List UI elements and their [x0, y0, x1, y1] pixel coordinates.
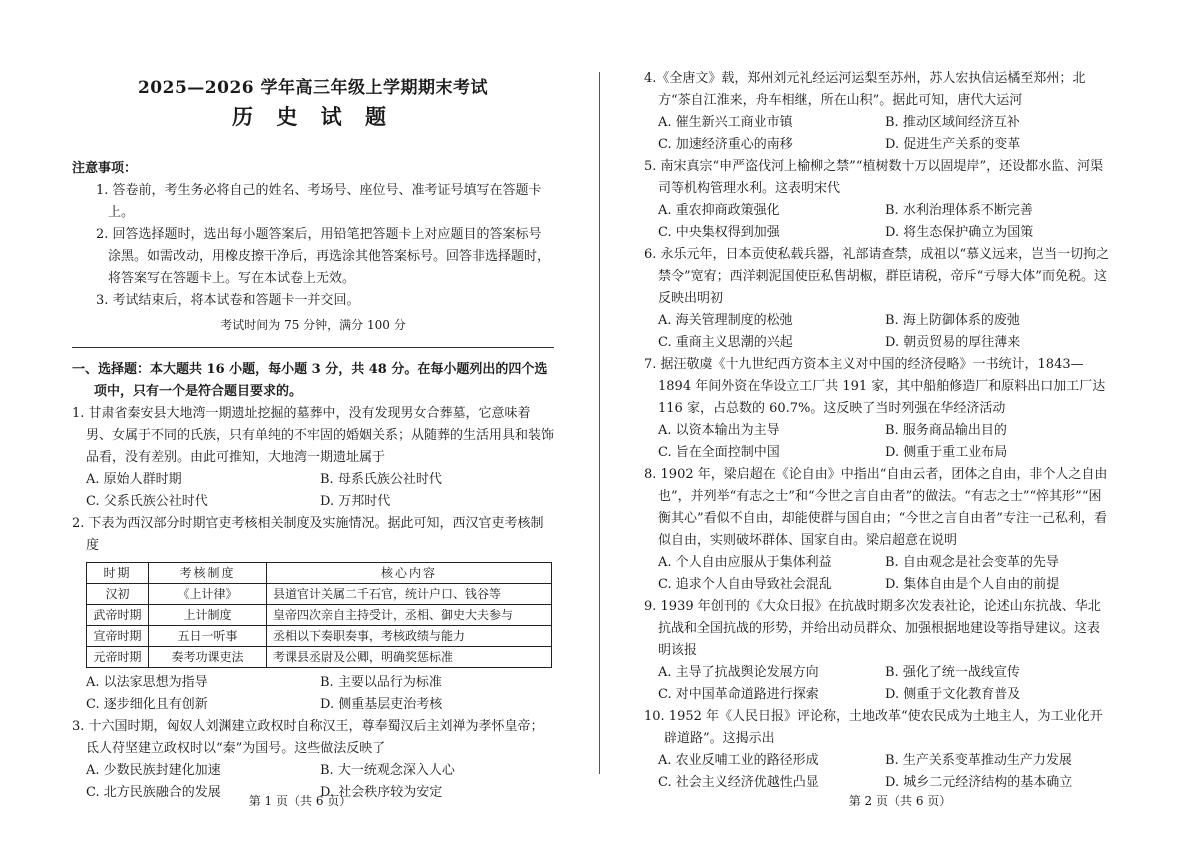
option-b: B. 生产关系变革推动生产力发展 — [885, 753, 1072, 768]
notice-item-3: 3. 考试结束后，将本试卷和答题卡一并交回。 — [96, 293, 360, 308]
table-cell: 元帝时期 — [87, 647, 149, 668]
question-8-stem: 8. 1902 年，梁启超在《论自由》中指出“自由云者，团体之自由，非个人之自由也”，并列举“有志之士”和“今世之言自由者”的做法。“有志之士”“悴其形”“困衡其心”看似不自由，却能使群与国自由；“今世之言自由者”专注一己私利，看似自由，实则破坏群体、国家自由。梁启超意在说明 — [644, 467, 1108, 548]
page-1-content — [72, 76, 554, 804]
option-b: B. 母系氏族公社时代 — [320, 472, 442, 487]
option-a: A. 个人自由应服从于集体利益 — [658, 555, 832, 570]
option-a: A. 主导了抗战舆论发展方向 — [658, 665, 819, 680]
option-b: B. 强化了统一战线宣传 — [885, 665, 1020, 680]
table-row — [87, 584, 552, 605]
page-number: 第 2 页（共 6 页） — [848, 794, 952, 808]
table-cell: 武帝时期 — [87, 605, 149, 626]
option-c: C. 逐步细化且有创新 — [86, 697, 208, 712]
page-number: 第 1 页（共 6 页） — [248, 794, 352, 808]
question-8-options — [644, 552, 1112, 596]
question-2-stem: 2. 下表为西汉部分时期官吏考核相关制度及实施情况。据此可知，西汉官吏考核制度 — [72, 516, 544, 553]
option-a: A. 重农抑商政策强化 — [658, 203, 780, 218]
exam-page-2 — [600, 0, 1200, 849]
notice-item-1: 1. 答卷前，考生务必将自己的姓名、考场号、座位号、准考证号填写在答题卡上。 — [96, 183, 542, 220]
option-b: B. 服务商品输出目的 — [885, 423, 1007, 438]
option-d: D. 朝贡贸易的厚往薄来 — [885, 335, 1021, 350]
option-c: C. 中央集权得到加强 — [658, 225, 780, 240]
question-1-stem: 1. 甘肃省秦安县大地湾一期遗址挖掘的墓葬中，没有发现男女合葬墓，它意味着男、女属于不同的氏族，只有单纯的不牢固的婚姻关系；从随葬的生活用具和装饰品看，没有差别。由此可推知，大地湾一期遗址属于 — [72, 406, 555, 465]
table-header: 考核制度 — [149, 563, 267, 584]
question-2-options — [72, 672, 554, 716]
table-cell: 五日一听事 — [149, 626, 267, 647]
option-c: C. 加速经济重心的南移 — [658, 137, 793, 152]
option-b: B. 自由观念是社会变革的先导 — [885, 555, 1059, 570]
question-9-stem: 9. 1939 年创刊的《大众日报》在抗战时期多次发表社论，论述山东抗战、华北抗战和全国抗战的形势，并给出动员群众、加强根据地建设等指导建议。这表明该报 — [644, 599, 1101, 658]
table-row — [87, 605, 552, 626]
option-d: D. 侧重于文化教育普及 — [885, 687, 1021, 702]
divider-line — [72, 347, 554, 348]
option-a: A. 少数民族封建化加速 — [86, 763, 221, 778]
notice-item-2: 2. 回答选择题时，选出每小题答案后，用铅笔把答题卡上对应题目的答案标号涂黑。如需改动，用橡皮擦干净后，再选涂其他答案标号。回答非选择题时，将答案写在答题卡上。写在本试卷上无效。 — [96, 227, 551, 286]
option-d: D. 城乡二元经济结构的基本确立 — [885, 775, 1073, 790]
option-c: C. 追求个人自由导致社会混乱 — [658, 577, 832, 592]
question-6-stem: 6. 永乐元年，日本贡使私载兵器，礼部请查禁，成祖以“慕义远来，岂当一切拘之禁令”宽宥；西洋剌泥国使臣私售胡椒，群臣请税，帝斥“亏辱大体”而免税。这反映出明初 — [644, 247, 1110, 306]
question-5-options — [644, 200, 1112, 244]
question-7-stem: 7. 据汪敬虞《十九世纪西方资本主义对中国的经济侵略》一书统计，1843—1894 年间外资在华设立工厂共 191 家，其中船舶修造厂和原料出口加工厂达 116 家，占总数的 60.7%。这反映了当时列强在华经济活动 — [644, 357, 1106, 416]
question-4-options — [644, 112, 1112, 156]
table-header-row — [87, 563, 552, 584]
section-heading: 一、选择题：本大题共 16 小题，每小题 3 分，共 48 分。在每小题列出的四个选项中，只有一个是符合题目要求的。 — [72, 362, 548, 399]
table-cell: 县道官计关属二千石官，统计户口、钱谷等 — [267, 584, 552, 605]
option-a: A. 催生新兴工商业市镇 — [658, 115, 793, 130]
option-d: D. 侧重基层吏治考核 — [320, 697, 443, 712]
option-a: A. 农业反哺工业的路径形成 — [658, 753, 819, 768]
option-a: A. 以资本输出为主导 — [658, 423, 780, 438]
option-d: D. 侧重于重工业布局 — [885, 445, 1008, 460]
question-4-stem: 4.《全唐文》载，郑州刘元礼经运河运梨至苏州，苏人宏执信运橘至郑州；北方“茶自江淮来，舟车相继，所在山积”。据此可知，唐代大运河 — [644, 71, 1086, 108]
table-cell: 上计制度 — [149, 605, 267, 626]
exam-title: 2025—2026 学年高三年级上学期期末考试 — [137, 78, 489, 98]
table-cell: 汉初 — [87, 584, 149, 605]
question-9-options — [644, 662, 1112, 706]
option-b: B. 水利治理体系不断完善 — [885, 203, 1033, 218]
table-cell: 丞相以下奏职奏事，考核政绩与能力 — [267, 626, 552, 647]
option-b: B. 主要以品行为标准 — [320, 675, 442, 690]
option-c: C. 旨在全面控制中国 — [658, 445, 780, 460]
exam-subject: 历 史 试 题 — [232, 104, 394, 129]
page-2-content — [644, 68, 1112, 794]
question-2-table — [86, 562, 552, 668]
option-b: B. 大一统观念深入人心 — [320, 763, 455, 778]
option-d: D. 集体自由是个人自由的前提 — [885, 577, 1060, 592]
option-c: C. 父系氏族公社时代 — [86, 494, 208, 509]
option-d: D. 社会秩序较为安定 — [320, 785, 443, 800]
table-cell: 《上计律》 — [149, 584, 267, 605]
table-cell: 皇帝四次亲自主持受计，丞相、御史大夫参与 — [267, 605, 552, 626]
table-header: 核心内容 — [267, 563, 552, 584]
table-row — [87, 626, 552, 647]
option-d: D. 万邦时代 — [320, 494, 391, 509]
option-c: C. 社会主义经济优越性凸显 — [658, 775, 819, 790]
option-d: D. 促进生产关系的变革 — [885, 137, 1021, 152]
table-row — [87, 647, 552, 668]
option-c: C. 北方民族融合的发展 — [86, 785, 221, 800]
question-1-options — [72, 469, 554, 513]
question-6-options — [644, 310, 1112, 354]
option-a: A. 以法家思想为指导 — [86, 675, 208, 690]
table-cell: 奏考功课吏法 — [149, 647, 267, 668]
notice-heading: 注意事项： — [72, 161, 138, 176]
question-5-stem: 5. 南宋真宗“申严盗伐河上榆柳之禁”“植树数十万以固堤岸”，还设都水监、河渠司等机构管理水利。这表明宋代 — [644, 159, 1104, 196]
option-b: B. 推动区域间经济互补 — [885, 115, 1020, 130]
option-a: A. 海关管理制度的松弛 — [658, 313, 793, 328]
question-7-options — [644, 420, 1112, 464]
table-cell: 宣帝时期 — [87, 626, 149, 647]
question-10-options — [644, 750, 1112, 794]
option-d: D. 将生态保护确立为国策 — [885, 225, 1034, 240]
question-3-stem: 3. 十六国时期，匈奴人刘渊建立政权时自称汉王，尊奉蜀汉后主刘禅为孝怀皇帝；氐人苻坚建立政权时以“秦”为国号。这些做法反映了 — [72, 719, 544, 756]
question-10-stem: 10. 1952 年《人民日报》评论称，土地改革“使农民成为土地主人，为工业化开辟道路”。这揭示出 — [644, 709, 1103, 746]
table-cell: 考课县丞尉及公卿，明确奖惩标准 — [267, 647, 552, 668]
table-header: 时期 — [87, 563, 149, 584]
option-c: C. 对中国革命道路进行探索 — [658, 687, 819, 702]
exam-time: 考试时间为 75 分钟，满分 100 分 — [220, 318, 406, 332]
option-b: B. 海上防御体系的废弛 — [885, 313, 1020, 328]
option-c: C. 重商主义思潮的兴起 — [658, 335, 793, 350]
option-a: A. 原始人群时期 — [86, 472, 182, 487]
